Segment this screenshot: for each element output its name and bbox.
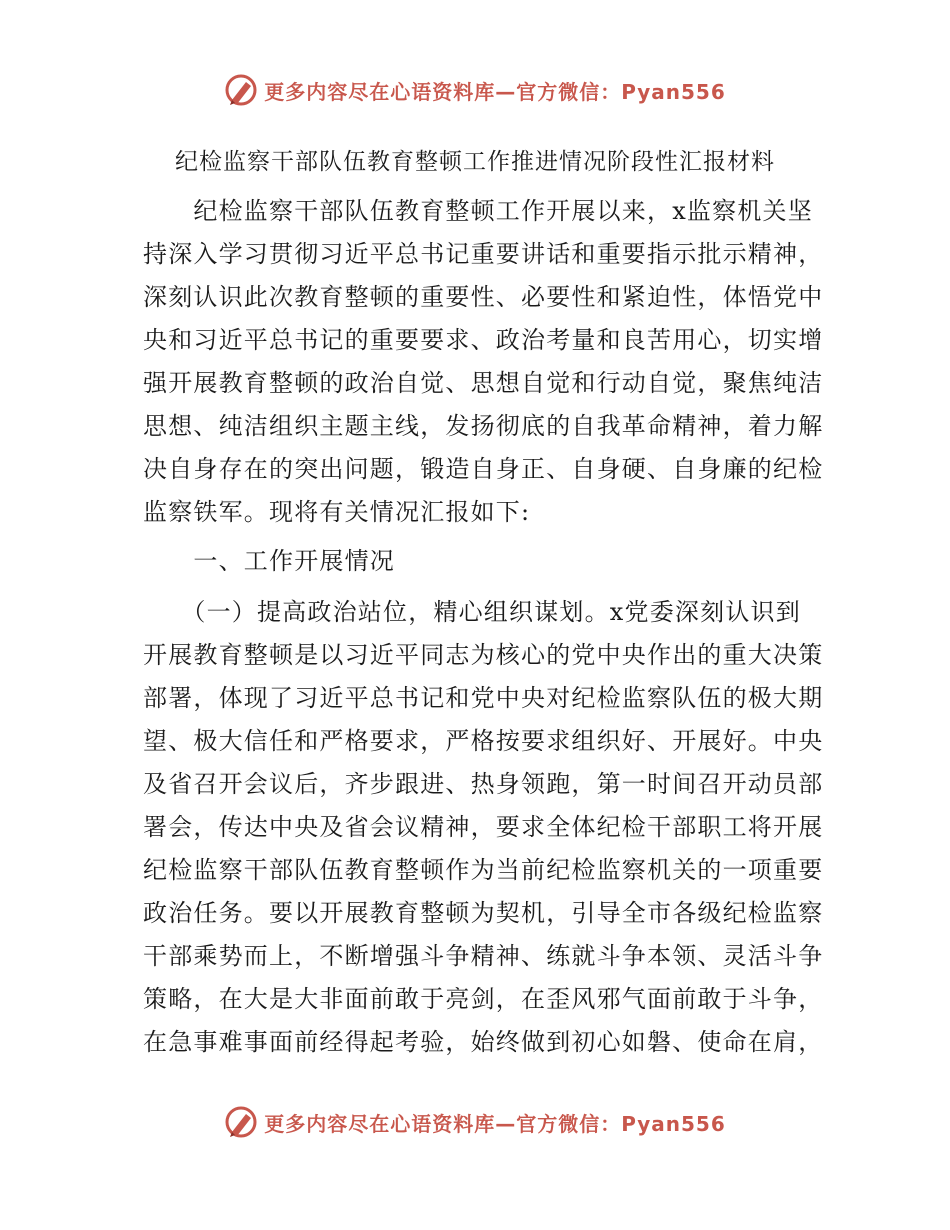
watermark-text: 更多内容尽在心语资料库—官方微信：Pyan556 — [264, 79, 726, 104]
body-line: 策略，在大是大非面前敢于亮剑，在歪风邪气面前敢于斗争， — [143, 985, 824, 1013]
header-watermark — [0, 70, 950, 110]
body-line: 纪检监察干部队伍教育整顿作为当前纪检监察机关的一项重要 — [143, 856, 824, 884]
body-line: 强开展教育整顿的政治自觉、思想自觉和行动自觉，聚焦纯洁 — [143, 369, 824, 397]
watermark-text: 更多内容尽在心语资料库—官方微信：Pyan556 — [264, 1111, 726, 1136]
body-line: 干部乘势而上，不断增强斗争精神、练就斗争本领、灵活斗争 — [143, 942, 824, 970]
body-line: 持深入学习贯彻习近平总书记重要讲话和重要指示批示精神， — [143, 240, 824, 268]
document-title: 纪检监察干部队伍教育整顿工作推进情况阶段性汇报材料 — [175, 149, 775, 175]
body-line: 决自身存在的突出问题，锻造自身正、自身硬、自身廉的纪检 — [143, 455, 824, 483]
footer-watermark — [0, 1102, 950, 1142]
body-line: 及省召开会议后，齐步跟进、热身领跑，第一时间召开动员部 — [143, 770, 824, 798]
body-line: 深刻认识此次教育整顿的重要性、必要性和紧迫性，体悟党中 — [143, 283, 824, 311]
section-heading: 一、工作开展情况 — [143, 547, 395, 575]
body-line: （一）提高政治站位，精心组织谋划。x党委深刻认识到 — [143, 598, 801, 626]
body-line: 望、极大信任和严格要求，严格按要求组织好、开展好。中央 — [143, 727, 824, 755]
body-line: 开展教育整顿是以习近平同志为核心的党中央作出的重大决策 — [143, 641, 824, 669]
body-line: 纪检监察干部队伍教育整顿工作开展以来，x监察机关坚 — [143, 197, 813, 225]
body-line: 在急事难事面前经得起考验，始终做到初心如磐、使命在肩， — [143, 1028, 824, 1056]
body-line: 署会，传达中央及省会议精神，要求全体纪检干部职工将开展 — [143, 813, 824, 841]
body-line: 思想、纯洁组织主题主线，发扬彻底的自我革命精神，着力解 — [143, 412, 824, 440]
body-line: 央和习近平总书记的重要要求、政治考量和良苦用心，切实增 — [143, 326, 824, 354]
body-line: 部署，体现了习近平总书记和党中央对纪检监察队伍的极大期 — [143, 684, 824, 712]
pen-logo-icon — [224, 1105, 258, 1139]
pen-logo-icon — [224, 73, 258, 107]
body-line: 政治任务。要以开展教育整顿为契机，引导全市各级纪检监察 — [143, 899, 824, 927]
body-line: 监察铁军。现将有关情况汇报如下: — [143, 498, 531, 526]
